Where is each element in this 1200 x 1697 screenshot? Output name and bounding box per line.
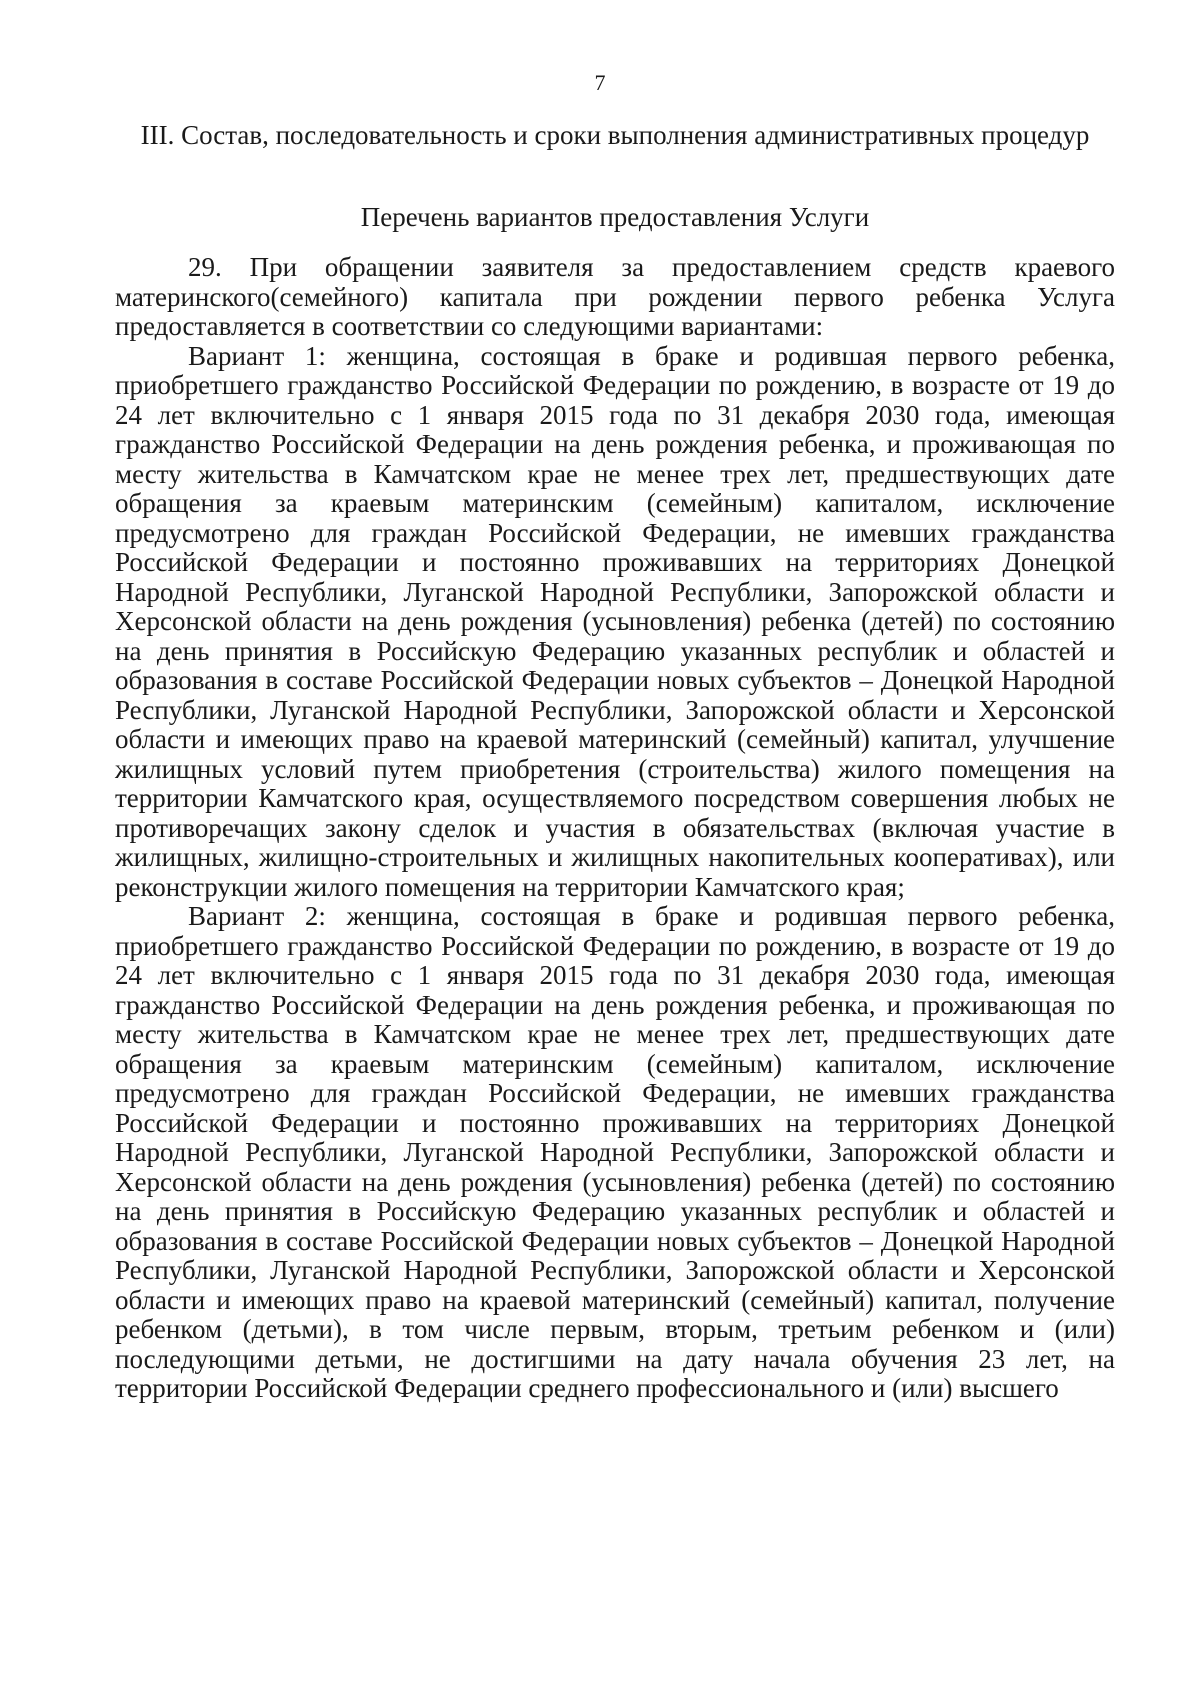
paragraph-variant-2: Вариант 2: женщина, состоящая в браке и родившая первого ребенка, приобретшего гражданство Российской Федерации по рождению, в возрасте от 19 до 24 лет включительно с 1 января 2015 года по 31 декабря 2030 года, имеющая гражданство Российской Федерации на день рождения ребенка, и проживающая по месту жительства в Камчатском крае не менее трех лет, предшествующих дате обращения за краевым материнским (семейным) капиталом, исключение предусмотрено для граждан Российской Федерации, не имевших гражданства Российской Федерации и постоянно проживавших на территориях Донецкой Народной Республики, Луганской Народной Республики, Запорожской области и Херсонской области на день рождения (усыновления) ребенка (детей) по состоянию на день принятия в Российскую Федерацию указанных республик и областей и образования в составе Российской Федерации новых субъектов – Донецкой Народной Республики, Луганской Народной Республики, Запорожской области и Херсонской области и имеющих право на краевой материнский (семейный) капитал, получение ребенком (детьми), в том числе первым, вторым, третьим ребенком и (или) последующими детьми, не достигшими на дату начала обучения 23 лет, на территории Российской Федерации среднего профессионального и (или) высшего (115, 901, 1115, 1403)
section-title: III. Состав, последовательность и сроки выполнения административных процедур (140, 120, 1090, 150)
subsection-title: Перечень вариантов предоставления Услуги (360, 202, 870, 232)
paragraph-variant-1: Вариант 1: женщина, состоящая в браке и родившая первого ребенка, приобретшего гражданство Российской Федерации по рождению, в возрасте от 19 до 24 лет включительно с 1 января 2015 года по 31 декабря 2030 года, имеющая гражданство Российской Федерации на день рождения ребенка, и проживающая по месту жительства в Камчатском крае не менее трех лет, предшествующих дате обращения за краевым материнским (семейным) капиталом, исключение предусмотрено для граждан Российской Федерации, не имевших гражданства Российской Федерации и постоянно проживавших на территориях Донецкой Народной Республики, Луганской Народной Республики, Запорожской области и Херсонской области на день рождения (усыновления) ребенка (детей) по состоянию на день принятия в Российскую Федерацию указанных республик и областей и образования в составе Российской Федерации новых субъектов – Донецкой Народной Республики, Луганской Народной Республики, Запорожской области и Херсонской области и имеющих право на краевой материнский (семейный) капитал, улучшение жилищных условий путем приобретения (строительства) жилого помещения на территории Камчатского края, осуществляемого посредством совершения любых не противоречащих закону сделок и участия в обязательствах (включая участие в жилищных, жилищно-строительных и жилищных накопительных кооперативах), или реконструкции жилого помещения на территории Камчатского края; (115, 340, 1115, 902)
document-body (115, 253, 1115, 1404)
paragraph-29-intro: 29. При обращении заявителя за предоставлением средств краевого материнского(семейного) капитала при рождении первого ребенка Услуга предоставляется в соответствии со следующими вариантами: (115, 252, 1115, 341)
page-number: 7 (594, 70, 606, 95)
